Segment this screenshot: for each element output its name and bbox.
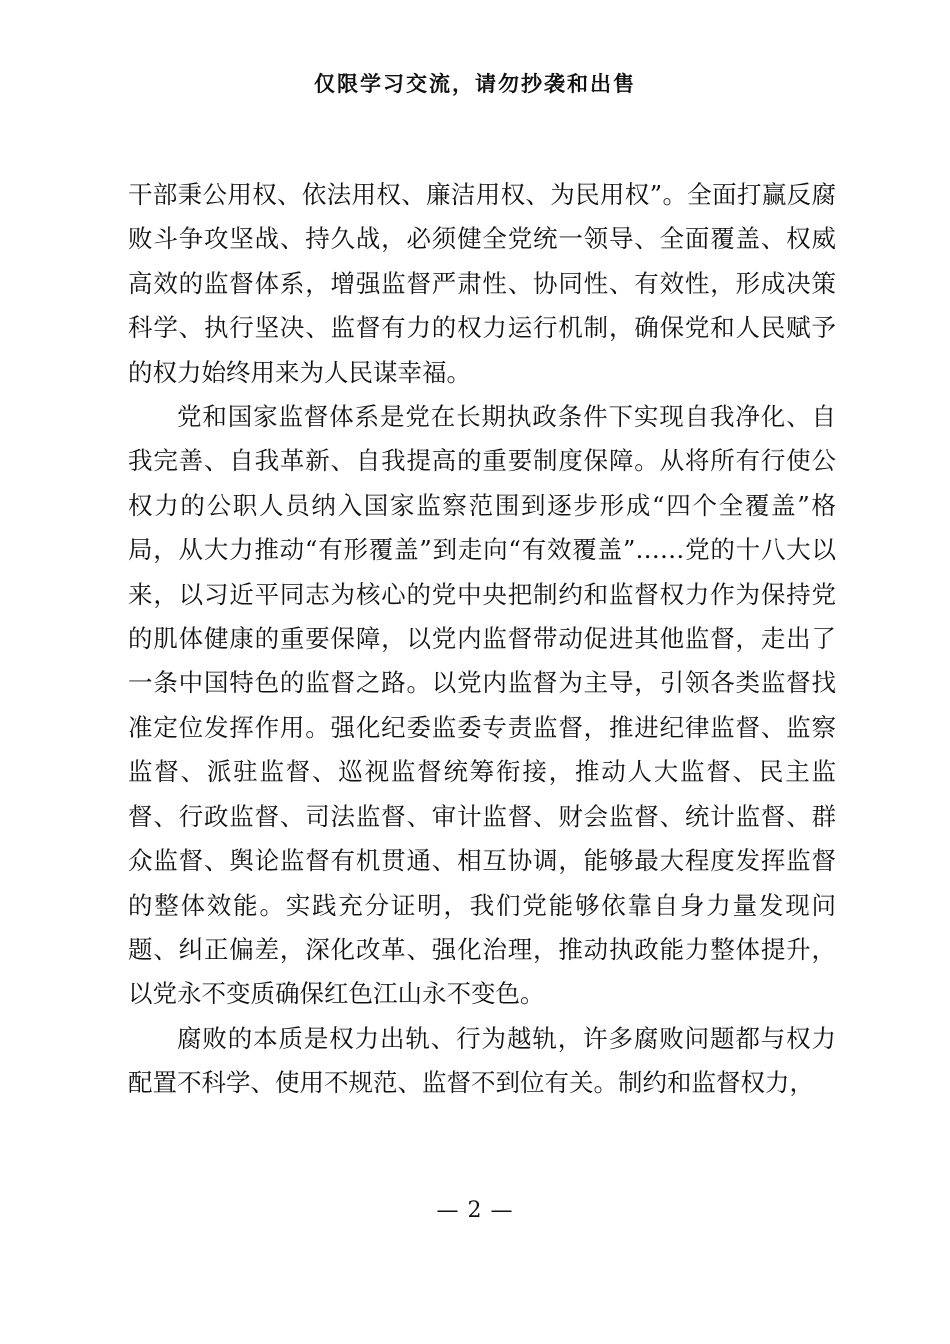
paragraph-supervision-system: 党和国家监督体系是党在长期执政条件下实现自我净化、自我完善、自我革新、自我提高的重要制度保障。从将所有行使公权力的公职人员纳入国家监察范围到逐步形成“四个全覆盖”格局，从大力推动“有形覆盖”到走向“有效覆盖”……党的十八大以来，以习近平同志为核心的党中央把制约和监督权力作为保持党的肌体健康的重要保障，以党内监督带动促进其他监督，走出了一条中国特色的监督之路。以党内监督为主导，引领各类监督找准定位发挥作用。强化纪委监委专责监督，推进纪律监督、监察监督、派驻监督、巡视监督统筹衔接，推动人大监督、民主监督、行政监督、司法监督、审计监督、财会监督、统计监督、群众监督、舆论监督有机贯通、相互协调，能够最大程度发挥监督的整体效能。实践充分证明，我们党能够依靠自身力量发现问题、纠正偏差，深化改革、强化治理，推动执政能力整体提升，以党永不变质确保红色江山永不变色。 — [128, 402, 836, 1009]
page-number: — 2 — — [436, 1198, 514, 1223]
document-body — [128, 173, 836, 1106]
page-header-notice: 仅限学习交流，请勿抄袭和出售 — [314, 71, 636, 96]
paragraph-corruption-essence: 腐败的本质是权力出轨、行为越轨，许多腐败问题都与权力配置不科学、使用不规范、监督不到位有关。制约和监督权力， — [128, 1023, 836, 1098]
paragraph-continuation: 干部秉公用权、依法用权、廉洁用权、为民用权”。全面打赢反腐败斗争攻坚战、持久战，必须健全党统一领导、全面覆盖、权威高效的监督体系，增强监督严肃性、协同性、有效性，形成决策科学、执行坚决、监督有力的权力运行机制，确保党和人民赋予的权力始终用来为人民谋幸福。 — [128, 180, 836, 387]
